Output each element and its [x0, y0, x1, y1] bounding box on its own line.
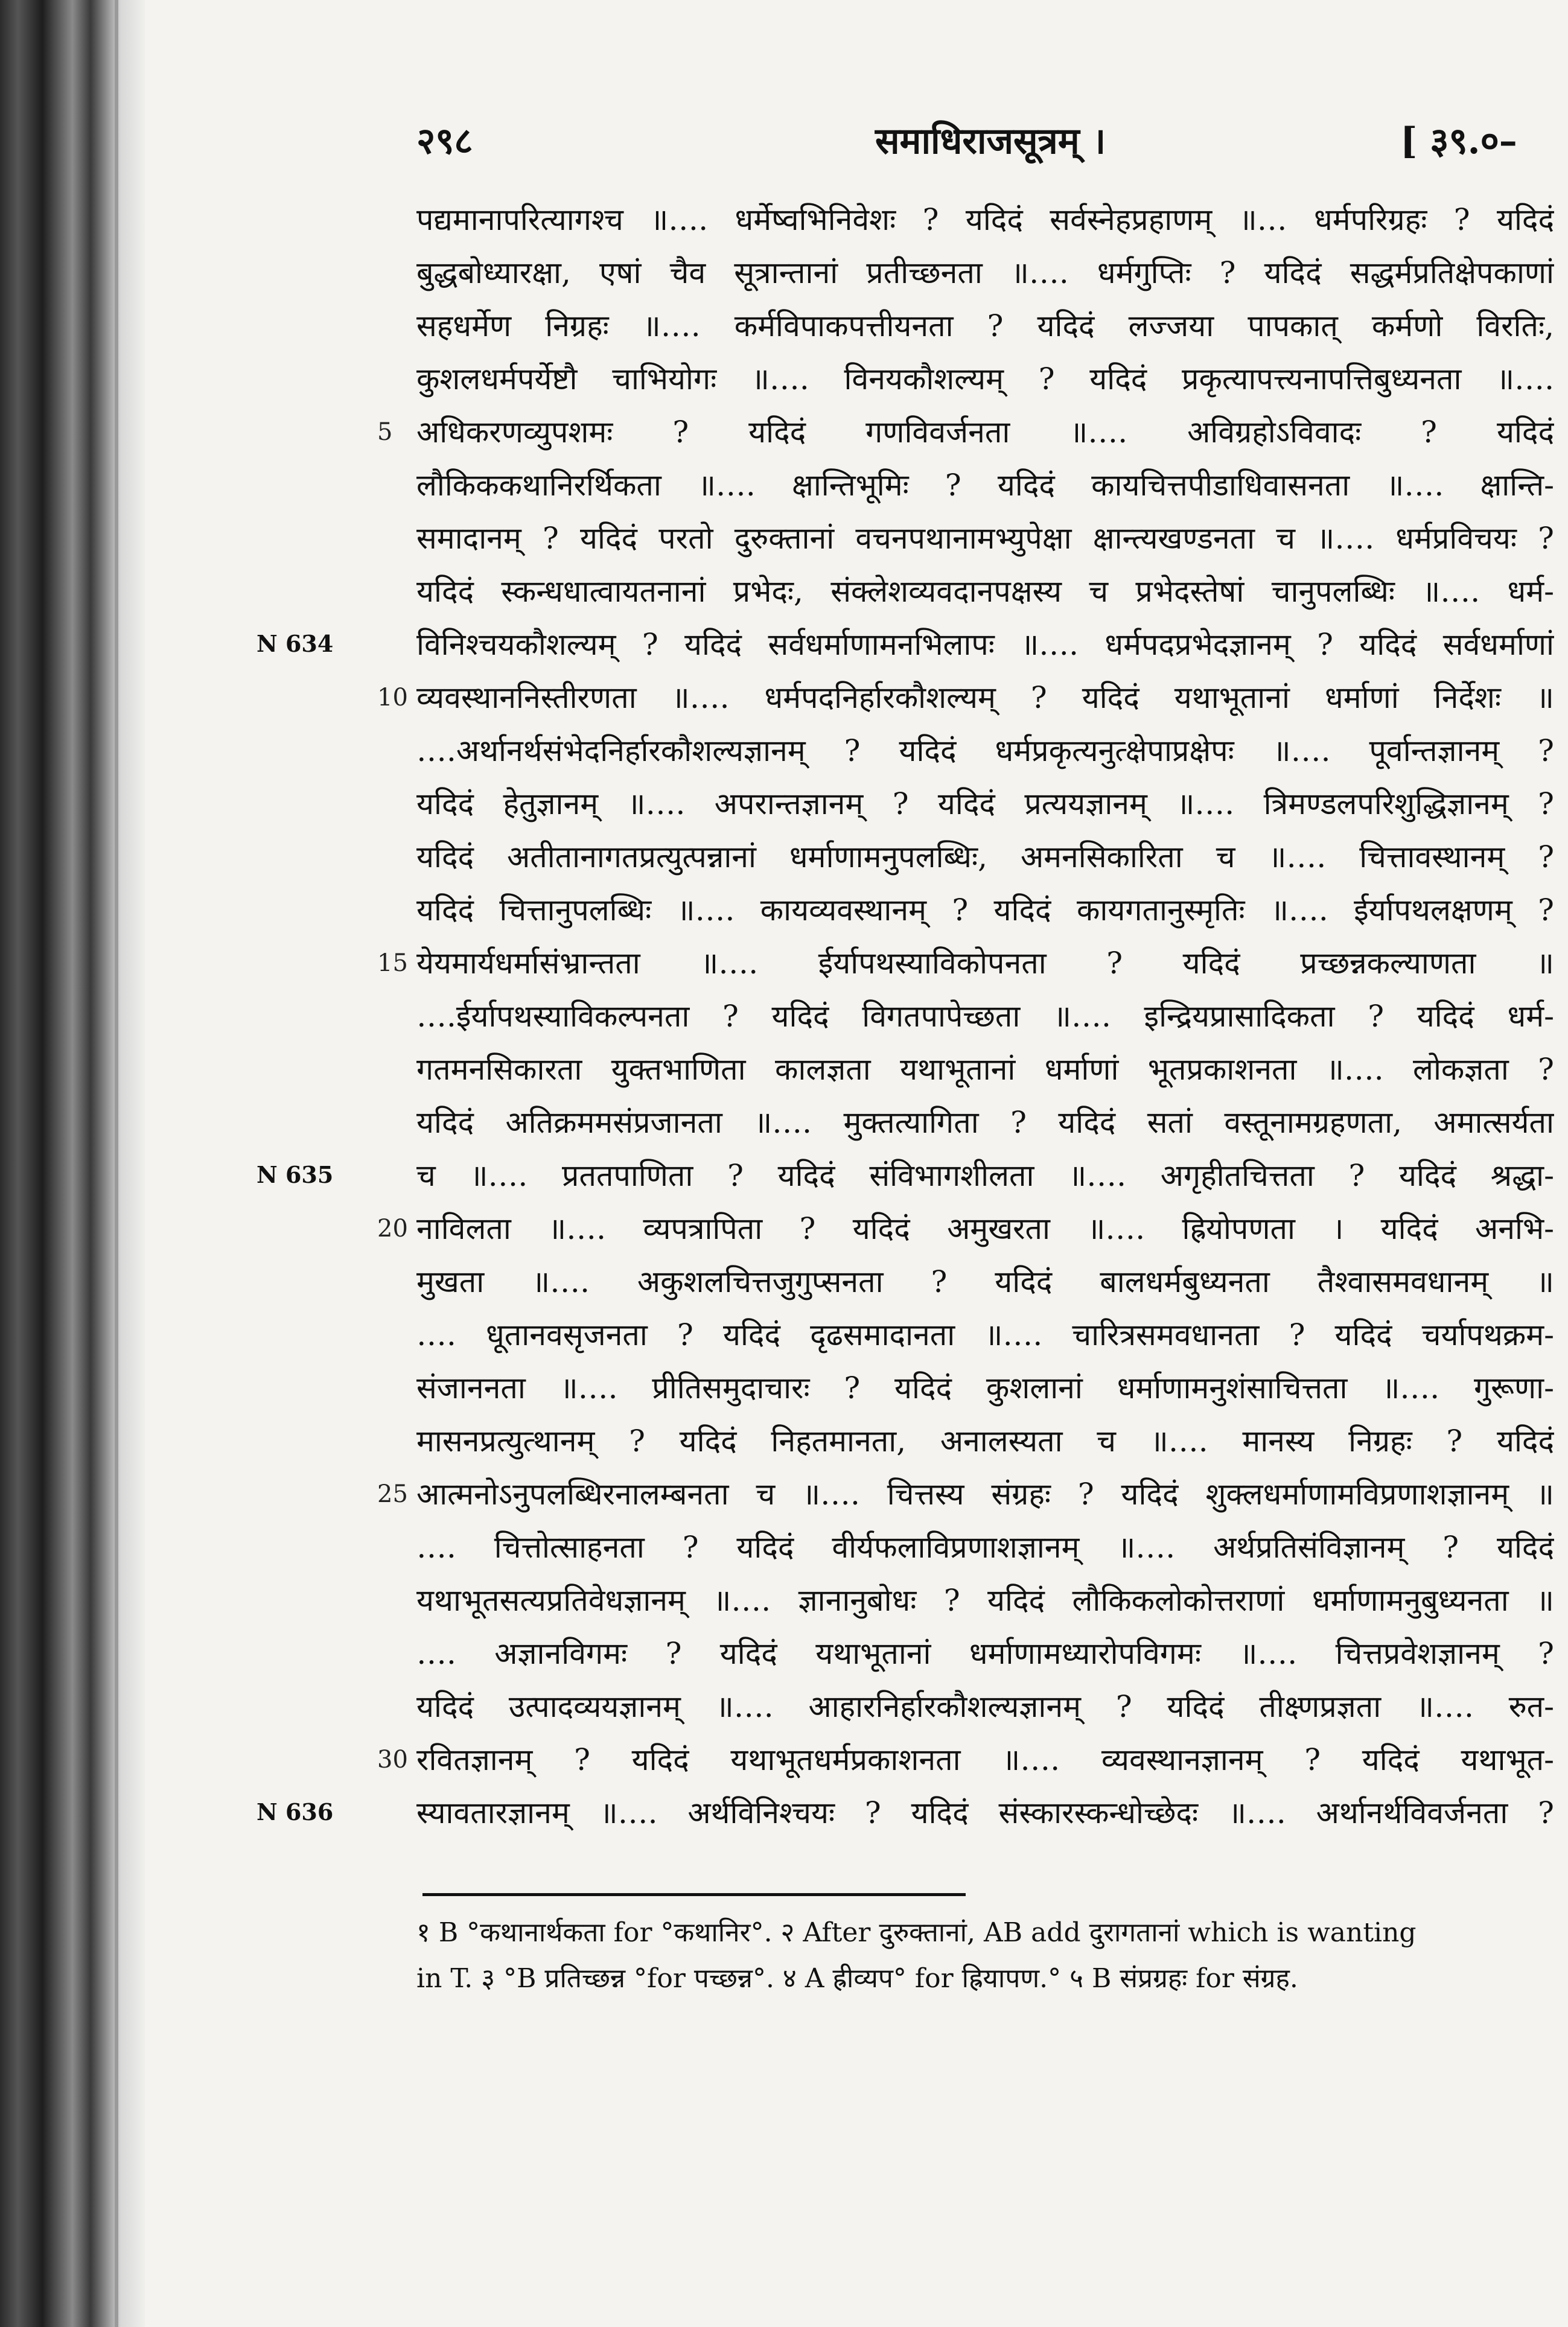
- line-text: नाविलता ॥…. व्यपत्रापिता ? यदिदं अमुखरता ॥…. ह्रियोपणता । यदिदं अनभि-: [416, 1211, 1554, 1246]
- line-text: …. चित्तोत्साहनता ? यदिदं वीर्यफलाविप्रणाशज्ञानम् ॥…. अर्थप्रतिसंविज्ञानम् ? यदिदं: [416, 1530, 1554, 1565]
- text-line: [416, 1521, 1554, 1574]
- line-text: पद्यमानापरित्यागश्च ॥…. धर्मेष्वभिनिवेशः ? यदिदं सर्वस्नेहप्रहाणम् ॥… धर्मपरिग्रहः ? यदिदं: [416, 202, 1554, 237]
- book-binding-shadow: [0, 0, 145, 2327]
- text-line: [416, 193, 1554, 246]
- text-line: [377, 937, 1554, 990]
- line-text: संजाननता ॥…. प्रीतिसमुदाचारः ? यदिदं कुशलानां धर्माणामनुशंसाचित्तता ॥…. गुरूणा-: [416, 1370, 1554, 1405]
- text-line: [416, 1574, 1554, 1627]
- text-line: [377, 1733, 1554, 1786]
- text-line: [416, 830, 1554, 883]
- line-text: ….अर्थानर्थसंभेदनिर्हारकौशल्यज्ञानम् ? यदिदं धर्मप्रकृत्यनुत्क्षेपाप्रक्षेपः ॥…. पूर्वान्तज्ञानम् ?: [416, 733, 1554, 768]
- text-line: [416, 1627, 1554, 1680]
- text-line: [416, 1096, 1554, 1149]
- line-number: 30: [377, 1746, 408, 1774]
- text-line: [416, 1308, 1554, 1361]
- text-line: [377, 671, 1554, 724]
- text-line: [416, 618, 1554, 671]
- text-line: [416, 1255, 1554, 1308]
- footnotes: [416, 1910, 1551, 2002]
- line-text: समादानम् ? यदिदं परतो दुरुक्तानां वचनपथानामभ्युपेक्षा क्षान्त्यखण्डनता च ॥…. धर्मप्रविचयः ?: [416, 521, 1554, 556]
- text-line: [416, 299, 1554, 352]
- page-header: [416, 103, 1568, 175]
- line-text: यदिदं अतिक्रममसंप्रजानता ॥…. मुक्तत्यागिता ? यदिदं सतां वस्तूनामग्रहणता, अमात्सर्यता: [416, 1105, 1554, 1140]
- line-number: 5: [377, 418, 393, 446]
- line-text: …. धूतानवसृजनता ? यदिदं दृढसमादानता ॥…. चारित्रसमवधानता ? यदिदं चर्यापथक्रम-: [416, 1317, 1554, 1352]
- manuscript-ref: N 635: [257, 1161, 334, 1188]
- line-text: स्यावतारज्ञानम् ॥…. अर्थविनिश्चयः ? यदिदं संस्कारस्कन्धोच्छेदः ॥…. अर्थानर्थविवर्जनता ?: [416, 1795, 1554, 1830]
- line-text: अधिकरणव्युपशमः ? यदिदं गणविवर्जनता ॥…. अविग्रहोऽविवादः ? यदिदं: [416, 415, 1554, 450]
- line-text: यदिदं उत्पादव्ययज्ञानम् ॥…. आहारनिर्हारकौशल्यज्ञानम् ? यदिदं तीक्ष्णप्रज्ञता ॥…. रुत-: [416, 1689, 1554, 1724]
- body-text: [377, 193, 1554, 1839]
- line-text: ….ईर्यापथस्याविकल्पनता ? यदिदं विगतपापेच्छता ॥…. इन्द्रियप्रासादिकता ? यदिदं धर्म-: [416, 999, 1554, 1034]
- line-text: यदिदं अतीतानागतप्रत्युत्पन्नानां धर्माणामनुपलब्धिः, अमनसिकारिता च ॥…. चित्तावस्थानम् ?: [416, 839, 1554, 874]
- text-line: [416, 1786, 1554, 1839]
- line-text: लौकिककथानिरर्थिकता ॥…. क्षान्तिभूमिः ? यदिदं कायचित्तपीडाधिवासनता ॥…. क्षान्ति-: [416, 468, 1554, 503]
- page-number: २९८: [416, 120, 473, 162]
- text-line: [416, 1043, 1554, 1096]
- line-text: आत्मनोऽनुपलब्धिरनालम्बनता च ॥…. चित्तस्य संग्रहः ? यदिदं शुक्लधर्माणामविप्रणाशज्ञानम् ॥: [416, 1477, 1554, 1512]
- line-text: सहधर्मेण निग्रहः ॥…. कर्मविपाकपत्तीयनता ? यदिदं लज्जया पापकात् कर्मणो विरतिः,: [416, 308, 1554, 343]
- footnote-line: १ B °कथानार्थकता for °कथानिर°. २ After दुरुक्तानां, AB add दुरागतानां which is wanting: [416, 1917, 1417, 1948]
- binding-streak: [115, 0, 118, 2327]
- footnote-rule: [422, 1893, 966, 1896]
- footnote-line: in T. ३ °B प्रतिच्छन्न °for पच्छन्न°. ४ A ह्रीव्यप° for ह्रियापण.° ५ B संप्रग्रहः for संग्रह.: [416, 1963, 1298, 1994]
- text-line: [377, 1202, 1554, 1255]
- line-text: यथाभूतसत्यप्रतिवेधज्ञानम् ॥…. ज्ञानानुबोधः ? यदिदं लौकिकलोकोत्तराणां धर्माणामनुबुध्यनता ॥: [416, 1583, 1554, 1618]
- line-number: 20: [377, 1215, 408, 1243]
- manuscript-ref: N 636: [257, 1798, 334, 1826]
- section-marker: [ ३९.०–: [1400, 120, 1517, 162]
- line-text: रवितज्ञानम् ? यदिदं यथाभूतधर्मप्रकाशनता ॥…. व्यवस्थानज्ञानम् ? यदिदं यथाभूत-: [416, 1742, 1554, 1777]
- text-line: [416, 512, 1554, 565]
- text-line: [416, 1361, 1554, 1415]
- running-title: समाधिराजसूत्रम् ।: [875, 120, 1106, 162]
- text-line: [416, 246, 1554, 299]
- text-line: [416, 777, 1554, 830]
- line-text: मासनप्रत्युत्थानम् ? यदिदं निहतमानता, अनालस्यता च ॥…. मानस्य निग्रहः ? यदिदं: [416, 1424, 1554, 1459]
- line-text: यदिदं चित्तानुपलब्धिः ॥…. कायव्यवस्थानम् ? यदिदं कायगतानुस्मृतिः ॥…. ईर्यापथलक्षणम् ?: [416, 893, 1554, 928]
- text-line: [416, 459, 1554, 512]
- line-text: व्यवस्थाननिस्तीरणता ॥…. धर्मपदनिर्हारकौशल्यम् ? यदिदं यथाभूतानां धर्माणां निर्देशः ॥: [416, 680, 1554, 715]
- text-line: [416, 990, 1554, 1043]
- line-text: यदिदं हेतुज्ञानम् ॥…. अपरान्तज्ञानम् ? यदिदं प्रत्ययज्ञानम् ॥…. त्रिमण्डलपरिशुद्धिज्ञानम् ?: [416, 786, 1554, 821]
- line-text: कुशलधर्मपर्येष्टौ चाभियोगः ॥…. विनयकौशल्यम् ? यदिदं प्रकृत्यापत्त्यनापत्तिबुध्यनता ॥….: [416, 361, 1554, 396]
- text-line: [416, 1415, 1554, 1468]
- manuscript-ref: N 634: [257, 630, 334, 657]
- text-line: [377, 406, 1554, 459]
- line-number: 15: [377, 949, 408, 977]
- text-line: [416, 565, 1554, 618]
- text-line: [377, 1468, 1554, 1521]
- line-text: …. अज्ञानविगमः ? यदिदं यथाभूतानां धर्माणामध्यारोपविगमः ॥…. चित्तप्रवेशज्ञानम् ?: [416, 1636, 1554, 1671]
- line-text: मुखता ॥…. अकुशलचित्तजुगुप्सनता ? यदिदं बालधर्मबुध्यनता तैश्वासमवधानम् ॥: [416, 1264, 1554, 1299]
- line-text: यदिदं स्कन्धधात्वायतनानां प्रभेदः, संक्लेशव्यवदानपक्षस्य च प्रभेदस्तेषां चानुपलब्धिः ॥…. धर्म-: [416, 574, 1554, 609]
- line-text: गतमनसिकारता युक्तभाणिता कालज्ञता यथाभूतानां धर्माणां भूतप्रकाशनता ॥…. लोकज्ञता ?: [416, 1052, 1554, 1087]
- text-line: [416, 724, 1554, 777]
- line-text: बुद्धबोध्यारक्षा, एषां चैव सूत्रान्तानां प्रतीच्छनता ॥…. धर्मगुप्तिः ? यदिदं सद्धर्मप्रतिक्षेपकाणां: [416, 255, 1554, 290]
- line-text: विनिश्चयकौशल्यम् ? यदिदं सर्वधर्माणामनभिलापः ॥…. धर्मपदप्रभेदज्ञानम् ? यदिदं सर्वधर्माणां: [416, 627, 1554, 662]
- text-line: [416, 1680, 1554, 1733]
- line-text: च ॥…. प्रततपाणिता ? यदिदं संविभागशीलता ॥…. अगृहीतचित्तता ? यदिदं श्रद्धा-: [416, 1158, 1554, 1193]
- text-line: [416, 883, 1554, 937]
- text-line: [416, 352, 1554, 406]
- line-text: येयमार्यधर्मासंभ्रान्तता ॥…. ईर्यापथस्याविकोपनता ? यदिदं प्रच्छन्नकल्याणता ॥: [416, 946, 1554, 981]
- text-line: [416, 1149, 1554, 1202]
- line-number: 25: [377, 1480, 408, 1508]
- line-number: 10: [377, 684, 408, 711]
